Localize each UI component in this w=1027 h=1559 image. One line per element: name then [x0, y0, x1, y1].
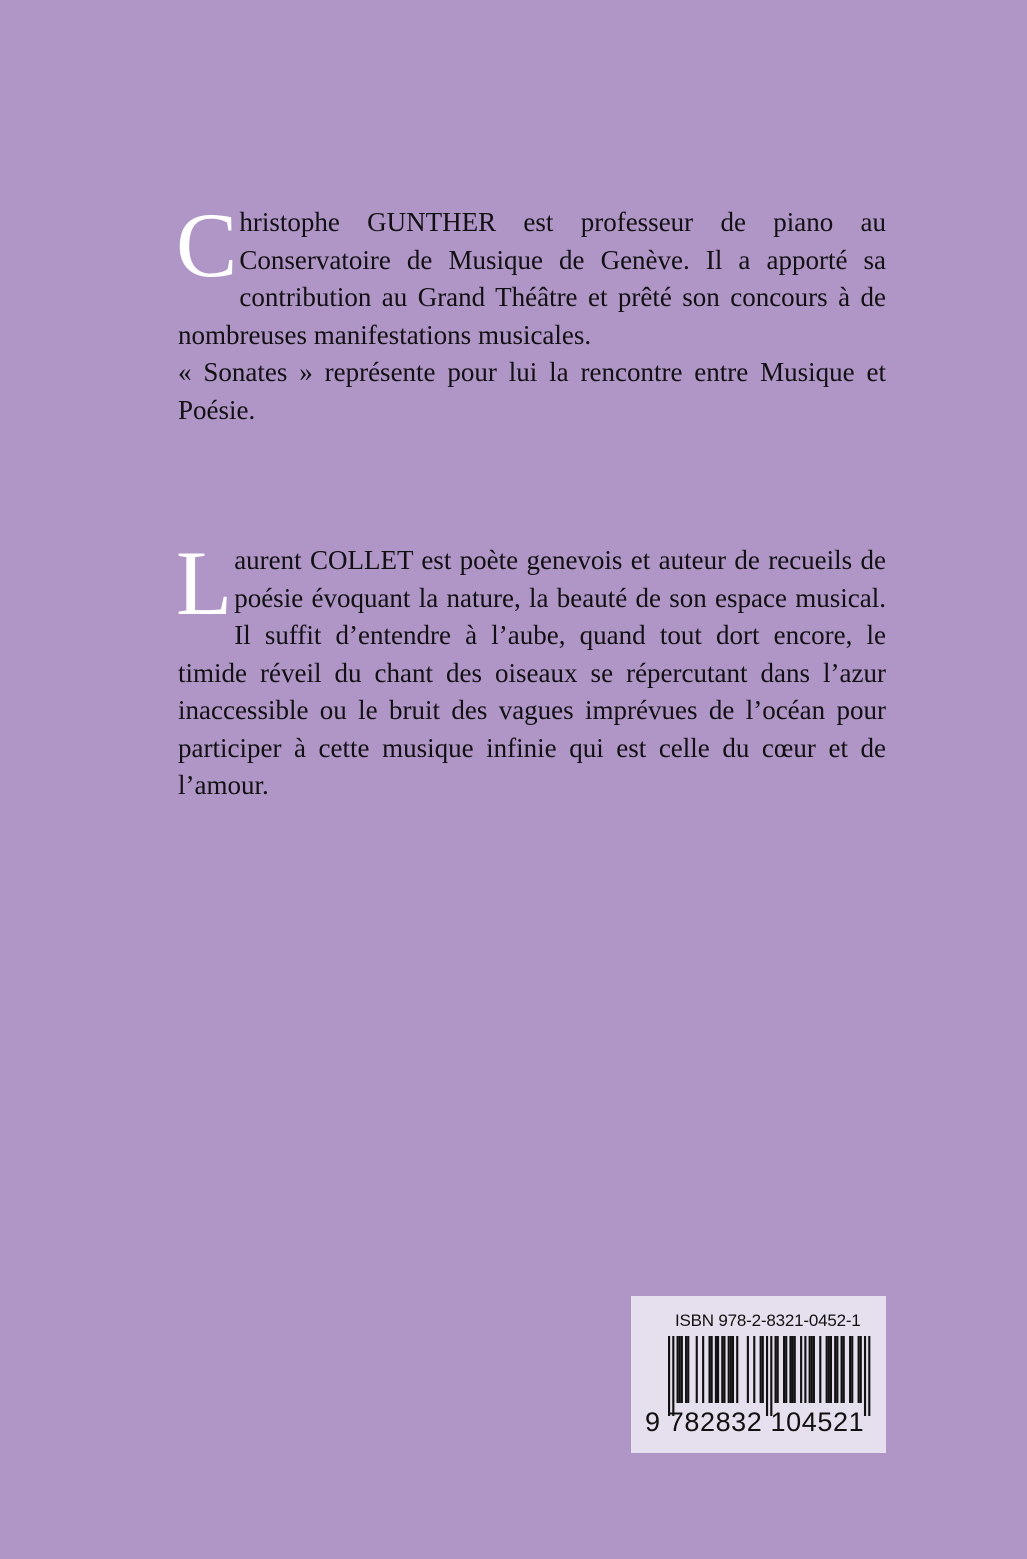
barcode-bar — [858, 1336, 860, 1403]
barcode-bar — [711, 1336, 713, 1403]
dropcap-l: L — [176, 532, 233, 634]
barcode-bar — [830, 1336, 832, 1403]
barcode-bar — [736, 1336, 738, 1403]
barcode-bar — [760, 1336, 762, 1403]
barcode-bar — [723, 1336, 725, 1403]
barcode-bar — [851, 1336, 853, 1403]
barcode-bar — [841, 1336, 843, 1403]
barcode-bar — [811, 1336, 813, 1403]
bio-laurent-collet — [176, 532, 886, 805]
barcode-bar — [800, 1336, 802, 1403]
barcode-bar — [708, 1336, 710, 1403]
barcode-bar — [809, 1336, 811, 1403]
barcode-bar — [672, 1336, 674, 1416]
barcode-bar — [687, 1336, 689, 1403]
barcode-bar — [677, 1336, 679, 1403]
barcode-bar — [777, 1336, 779, 1403]
bio-gunther-paragraph-2: « Sonates » représente pour lui la rencontre entre Musique et Poésie. — [178, 357, 886, 425]
barcode-bar — [836, 1336, 838, 1403]
barcode-bar — [668, 1336, 670, 1416]
barcode-bar — [864, 1336, 866, 1416]
barcode-bar — [849, 1336, 851, 1403]
barcode-bar — [794, 1336, 796, 1403]
barcode-bar — [819, 1336, 821, 1403]
barcode-bar — [730, 1336, 732, 1403]
barcode-bar — [766, 1336, 768, 1416]
barcode-bar — [770, 1336, 772, 1416]
barcode-bar — [860, 1336, 862, 1403]
barcode-bar — [696, 1336, 698, 1403]
dropcap-c: C — [176, 194, 238, 296]
barcode-bar — [813, 1336, 815, 1403]
isbn-label: ISBN 978-2-8321-0452-1 — [675, 1311, 861, 1330]
barcode-bar — [685, 1336, 687, 1403]
barcode-bar — [721, 1336, 723, 1403]
barcode-bar — [717, 1336, 719, 1403]
barcode-bar — [747, 1336, 749, 1403]
barcode-bar — [715, 1336, 717, 1403]
barcode-bar — [868, 1336, 870, 1416]
bio-christophe-gunther — [176, 194, 886, 429]
barcode-bar — [826, 1336, 828, 1403]
barcode-bar — [679, 1336, 681, 1403]
barcode-bar — [775, 1336, 777, 1403]
barcode-bar — [681, 1336, 683, 1403]
barcode-bar — [702, 1336, 704, 1403]
barcode-bar — [728, 1336, 730, 1403]
barcode-bar — [843, 1336, 845, 1403]
barcode-digits: 9 782832 104521 — [645, 1407, 865, 1437]
barcode-bar — [792, 1336, 794, 1403]
barcode-bar — [804, 1336, 806, 1403]
barcode-bar — [789, 1336, 791, 1403]
barcode-bar — [834, 1336, 836, 1403]
barcode-bar — [753, 1336, 755, 1403]
bio-gunther-paragraph-1: hristophe GUNTHER est professeur de piano au Conservatoire de Musique de Genève. Il a apporté sa contribution au Grand Théâtre et prêté son concours à de nombreuses manifestations musicales. — [178, 207, 886, 350]
bio-collet-paragraph-1: aurent COLLET est poète genevois et auteur de recueils de poésie évoquant la nature, la beauté de son espace musical. Il suffit d’entendre à l’aube, quand tout dort encore, le timide réveil du chant des oiseaux se répercutant dans l’azur inaccessible ou le bruit des vagues imprévues de l’océan pour participer à cette musique infinie qui est celle du cœur et de l’amour. — [178, 545, 886, 800]
barcode-bar — [785, 1336, 787, 1403]
barcode-bar — [783, 1336, 785, 1403]
isbn-barcode-box — [631, 1296, 886, 1453]
barcode-bar — [762, 1336, 764, 1403]
barcode-bar — [828, 1336, 830, 1403]
barcode-bar — [732, 1336, 734, 1403]
